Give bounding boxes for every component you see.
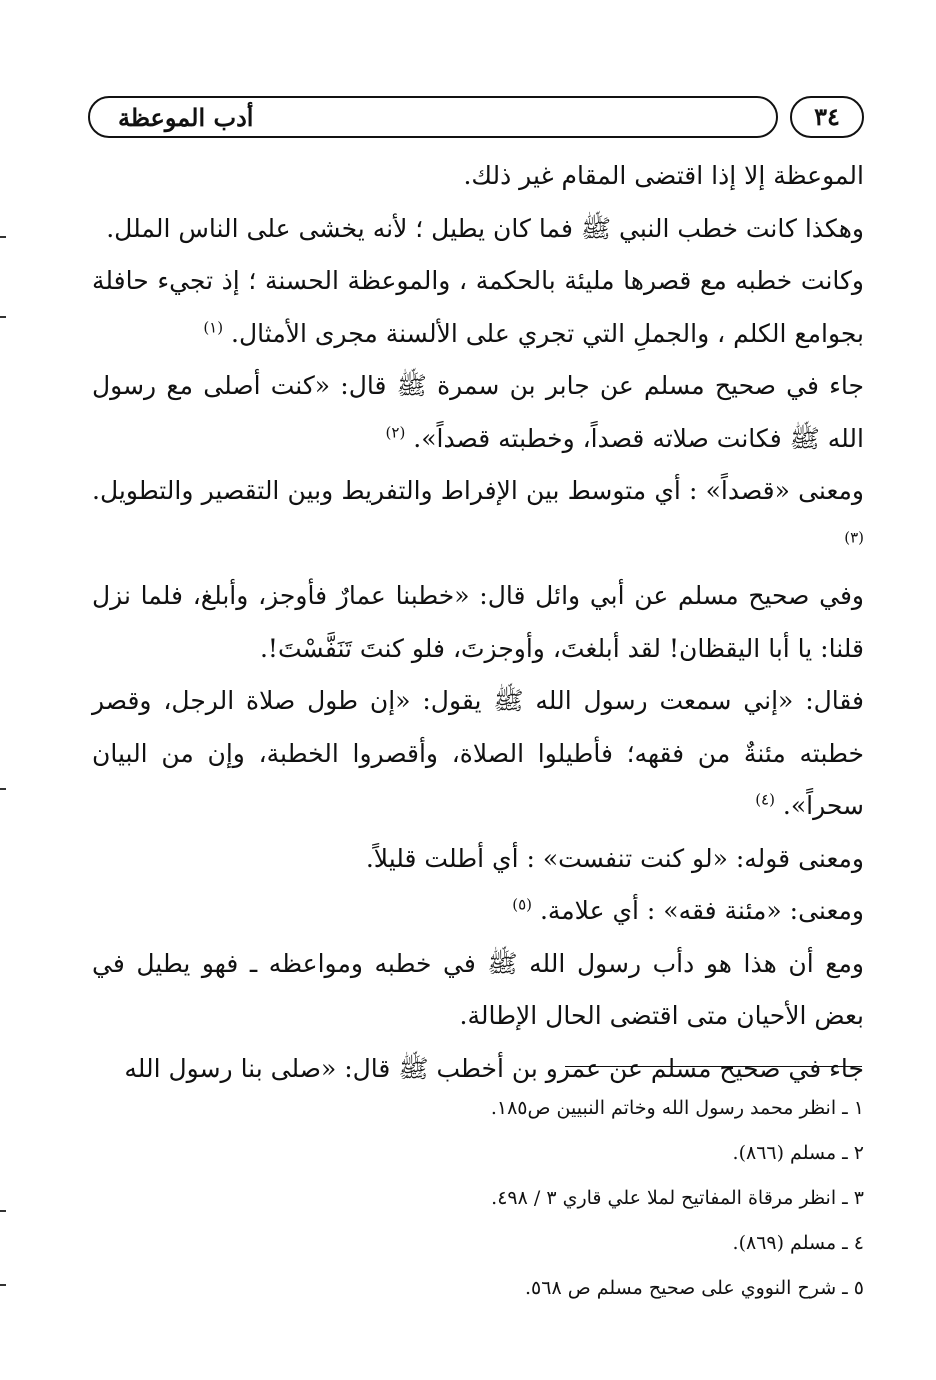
running-title-box (88, 96, 778, 138)
paragraph-3: وكانت خطبه مع قصرها مليئة بالحكمة ، والموعظة الحسنة ؛ إذ تجيء حافلة بجوامع الكلم ، والجملِ التي تجري على الألسنة مجرى الأمثال. $^{(١)}$ (92, 266, 864, 348)
footnote-mark-2: (٢) (385, 423, 406, 442)
paragraph-5: ومعنى «قصداً» : أي متوسط بين الإفراط والتفريط وبين التقصير والتطويل.$^{(٣)}$ (92, 476, 864, 547)
paragraph-2: وهكذا كانت خطب النبي ﷺ فما كان يطيل ؛ لأنه يخشى على الناس الملل. (106, 213, 864, 243)
paragraph-9: ومعنى: «مئنة فقه» : أي علامة. $^{(٥)}$ (512, 895, 864, 925)
footnote-2: ٢ ـ مسلم (٨٦٦). (732, 1142, 864, 1164)
paragraph-4: جاء في صحيح مسلم عن جابر بن سمرة ﷺ قال: «كنت أصلى مع رسول الله ﷺ فكانت صلاته قصداً، وخطبته قصداً». $^{(٢)}$ (92, 371, 864, 453)
footnote-1: ١ ـ انظر محمد رسول الله وخاتم النبيين ص١٨٥. (490, 1097, 864, 1119)
scan-margin-mark (0, 788, 6, 790)
footnotes (92, 1086, 864, 1311)
footnote-mark-1: (١) (203, 318, 224, 337)
paragraph-10: ومع أن هذا هو دأب رسول الله ﷺ في خطبه ومواعظه ـ فهو يطيل في بعض الأحيان متى اقتضى الحال الإطالة. (92, 948, 864, 1030)
page-number-box (790, 96, 864, 138)
scan-margin-mark (0, 236, 6, 238)
footnote-mark-4: (٤) (755, 790, 775, 809)
paragraph-8: ومعنى قوله: «لو كنت تنفست» : أي أطلت قليلاً. (365, 843, 864, 873)
running-title: أدب الموعظة (118, 103, 254, 132)
paragraph-7: فقال: «إني سمعت رسول الله ﷺ يقول: «إن طول صلاة الرجل، وقصر خطبته مئنةٌ من فقهه؛ فأطيلوا الصلاة، وأقصروا الخطبة، وإن من البيان سحراً». $^{(٤)}$ (92, 686, 864, 820)
page-number: ٣٤ (814, 102, 840, 131)
paragraph-6: وفي صحيح مسلم عن أبي وائل قال: «خطبنا عمارٌ فأوجز، وأبلغ، فلما نزل قلنا: يا أبا اليقظان! لقد أبلغتَ، وأوجزتَ، فلو كنتَ تَنَفَّسْتَ!. (92, 581, 864, 663)
paragraph-1: الموعظة إلا إذا اقتضى المقام غير ذلك. (463, 161, 864, 190)
footnote-3: ٣ ـ انظر مرقاة المفاتيح لملا علي قاري ٣ / ٤٩٨. (491, 1187, 864, 1209)
paragraph-11: جاء في صحيح مسلم عن عمرو بن أخطب ﷺ قال: «صلى بنا رسول الله (124, 1053, 864, 1083)
footnote-separator (565, 1066, 862, 1067)
footnote-4: ٤ ـ مسلم (٨٦٩). (732, 1232, 864, 1254)
scan-margin-mark (0, 1284, 6, 1286)
footnote-mark-5: (٥) (512, 895, 532, 914)
scan-margin-mark (0, 1210, 6, 1212)
scan-margin-mark (0, 316, 6, 318)
footnote-5: ٥ ـ شرح النووي على صحيح مسلم ص ٥٦٨. (525, 1277, 864, 1299)
page-header (88, 96, 864, 142)
body-text (92, 150, 864, 1095)
footnote-mark-3: (٣) (844, 528, 864, 547)
